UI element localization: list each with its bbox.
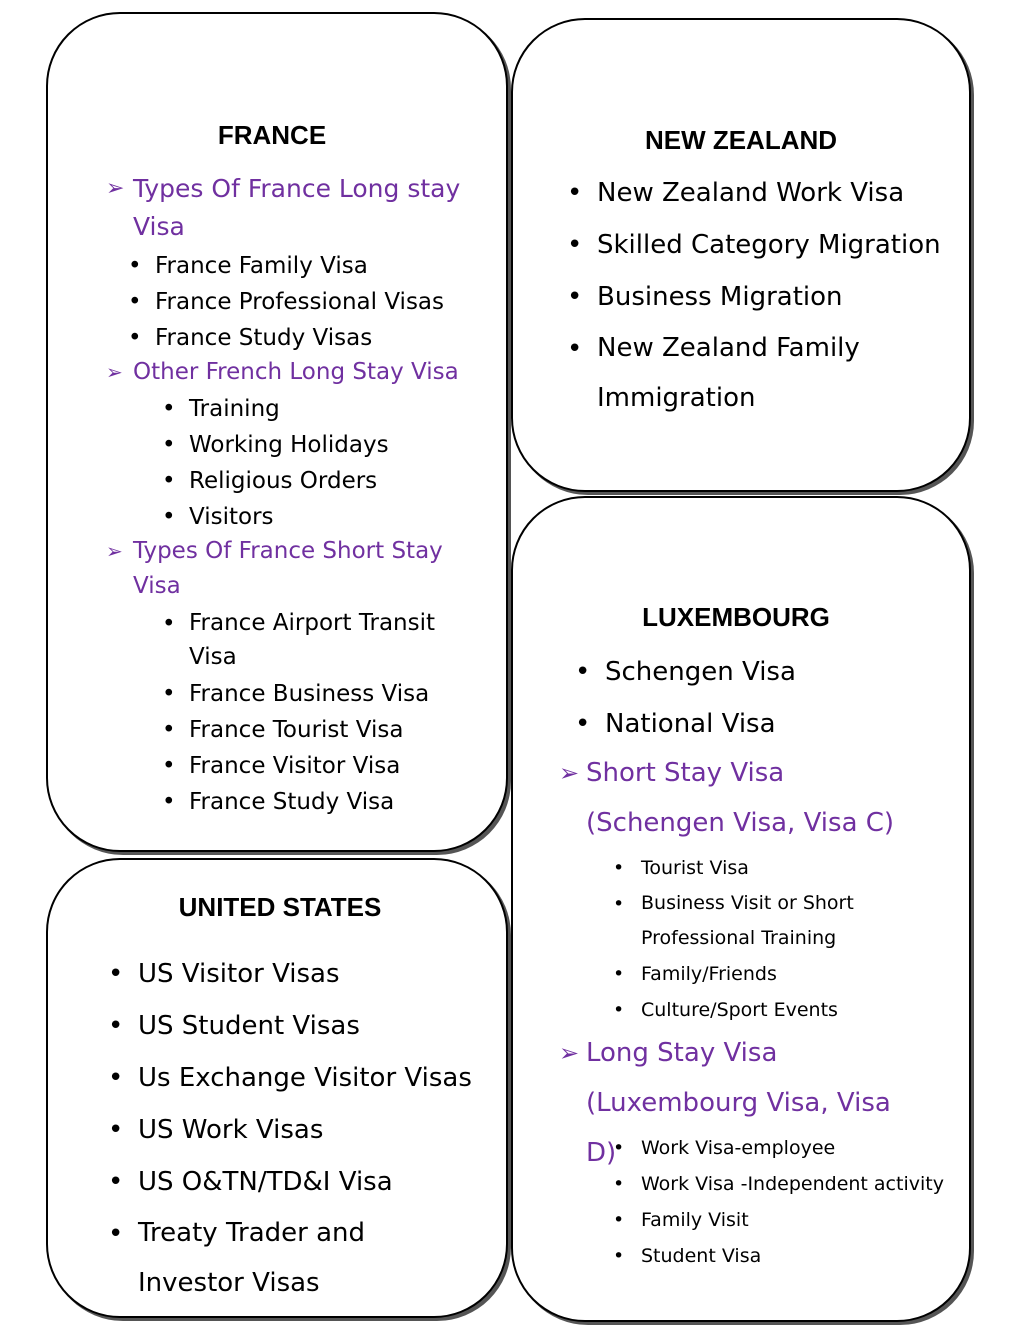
disc-bullet-icon: • bbox=[108, 1011, 124, 1041]
disc-bullet-icon: • bbox=[108, 1115, 124, 1145]
luxembourg-long-stay-heading: ➢ Long Stay Visa (Luxembourg Visa, Visa D) bbox=[559, 1028, 919, 1178]
list-item: • New Zealand Work Visa bbox=[567, 167, 967, 219]
luxembourg-long-stay-list bbox=[613, 1130, 963, 1274]
disc-bullet-icon: • bbox=[162, 717, 176, 743]
list-item: • National Visa bbox=[575, 698, 955, 750]
new-zealand-card bbox=[511, 18, 971, 492]
list-item: • Tourist Visa bbox=[613, 850, 873, 886]
disc-bullet-icon: • bbox=[613, 999, 625, 1021]
disc-bullet-icon: • bbox=[613, 1245, 625, 1267]
disc-bullet-icon: • bbox=[613, 1209, 625, 1231]
list-item: • Family/Friends bbox=[613, 956, 873, 992]
disc-bullet-icon: • bbox=[613, 893, 625, 915]
disc-bullet-icon: • bbox=[162, 611, 176, 637]
disc-bullet-icon: • bbox=[108, 959, 124, 989]
list-item: • New Zealand Family Immigration bbox=[567, 323, 897, 423]
disc-bullet-icon: • bbox=[162, 753, 176, 779]
disc-bullet-icon: • bbox=[567, 178, 583, 208]
list-item: • Business Visit or Short Professional Training bbox=[613, 886, 873, 956]
list-item: • Working Holidays bbox=[162, 427, 482, 463]
list-item: • France Visitor Visa bbox=[162, 748, 462, 784]
arrow-bullet-icon: ➢ bbox=[106, 360, 123, 384]
disc-bullet-icon: • bbox=[128, 325, 142, 351]
france-title: FRANCE bbox=[217, 120, 327, 150]
disc-bullet-icon: • bbox=[567, 230, 583, 260]
france-short-stay-heading: ➢ Types Of France Short Stay Visa bbox=[106, 534, 446, 604]
disc-bullet-icon: • bbox=[613, 857, 625, 879]
list-item: • US Student Visas bbox=[108, 1000, 498, 1052]
arrow-bullet-icon: ➢ bbox=[559, 1039, 580, 1067]
france-long-stay-heading: ➢ Types Of France Long stay Visa bbox=[106, 170, 466, 246]
disc-bullet-icon: • bbox=[108, 1167, 124, 1197]
list-item: • Schengen Visa bbox=[575, 646, 955, 698]
disc-bullet-icon: • bbox=[162, 504, 176, 530]
disc-bullet-icon: • bbox=[162, 789, 176, 815]
disc-bullet-icon: • bbox=[575, 709, 591, 739]
luxembourg-card bbox=[511, 496, 971, 1322]
arrow-bullet-icon: ➢ bbox=[559, 759, 580, 787]
new-zealand-title: NEW ZEALAND bbox=[644, 125, 838, 155]
united-states-card bbox=[46, 858, 508, 1318]
list-item: • France Business Visa bbox=[162, 676, 462, 712]
disc-bullet-icon: • bbox=[162, 396, 176, 422]
arrow-bullet-icon: ➢ bbox=[106, 176, 125, 201]
luxembourg-title: LUXEMBOURG bbox=[642, 602, 830, 632]
list-item: • France Airport Transit Visa bbox=[162, 606, 462, 674]
france-other-heading: ➢ Other French Long Stay Visa bbox=[106, 355, 486, 389]
list-item: • Student Visa bbox=[613, 1238, 963, 1274]
list-item: • France Study Visas bbox=[128, 320, 488, 356]
disc-bullet-icon: • bbox=[613, 1173, 625, 1195]
france-other-list bbox=[162, 391, 482, 535]
united-states-list bbox=[108, 948, 498, 1308]
disc-bullet-icon: • bbox=[162, 432, 176, 458]
disc-bullet-icon: • bbox=[128, 289, 142, 315]
list-item: • Culture/Sport Events bbox=[613, 992, 873, 1028]
luxembourg-list bbox=[575, 646, 955, 750]
france-short-stay-list bbox=[162, 606, 462, 820]
list-item: • Treaty Trader and Investor Visas bbox=[108, 1208, 408, 1308]
united-states-title: UNITED STATES bbox=[178, 892, 382, 922]
list-item: • Us Exchange Visitor Visas bbox=[108, 1052, 498, 1104]
disc-bullet-icon: • bbox=[108, 1063, 124, 1093]
disc-bullet-icon: • bbox=[108, 1219, 124, 1249]
luxembourg-short-stay-heading: ➢ Short Stay Visa (Schengen Visa, Visa C) bbox=[559, 748, 929, 848]
new-zealand-list bbox=[567, 167, 967, 423]
luxembourg-short-stay-list bbox=[613, 850, 873, 1028]
france-card bbox=[46, 12, 508, 852]
disc-bullet-icon: • bbox=[613, 1137, 625, 1159]
list-item: • Business Migration bbox=[567, 271, 967, 323]
france-long-stay-list bbox=[128, 248, 488, 356]
list-item: • Training bbox=[162, 391, 482, 427]
list-item: • France Tourist Visa bbox=[162, 712, 462, 748]
disc-bullet-icon: • bbox=[575, 657, 591, 687]
list-item: • Work Visa -Independent activity bbox=[613, 1166, 963, 1202]
disc-bullet-icon: • bbox=[162, 468, 176, 494]
list-item: • US Visitor Visas bbox=[108, 948, 498, 1000]
disc-bullet-icon: • bbox=[613, 963, 625, 985]
list-item: • France Study Visa bbox=[162, 784, 462, 820]
disc-bullet-icon: • bbox=[567, 282, 583, 312]
list-item: • Visitors bbox=[162, 499, 482, 535]
disc-bullet-icon: • bbox=[128, 253, 142, 279]
list-item: • Religious Orders bbox=[162, 463, 482, 499]
list-item: • US O&TN/TD&I Visa bbox=[108, 1156, 498, 1208]
list-item: • France Professional Visas bbox=[128, 284, 488, 320]
disc-bullet-icon: • bbox=[162, 681, 176, 707]
arrow-bullet-icon: ➢ bbox=[106, 539, 123, 563]
list-item: • France Family Visa bbox=[128, 248, 488, 284]
list-item: • Work Visa-employee bbox=[613, 1130, 963, 1166]
list-item: • Family Visit bbox=[613, 1202, 963, 1238]
list-item: • Skilled Category Migration bbox=[567, 219, 967, 271]
disc-bullet-icon: • bbox=[567, 334, 583, 364]
list-item: • US Work Visas bbox=[108, 1104, 498, 1156]
